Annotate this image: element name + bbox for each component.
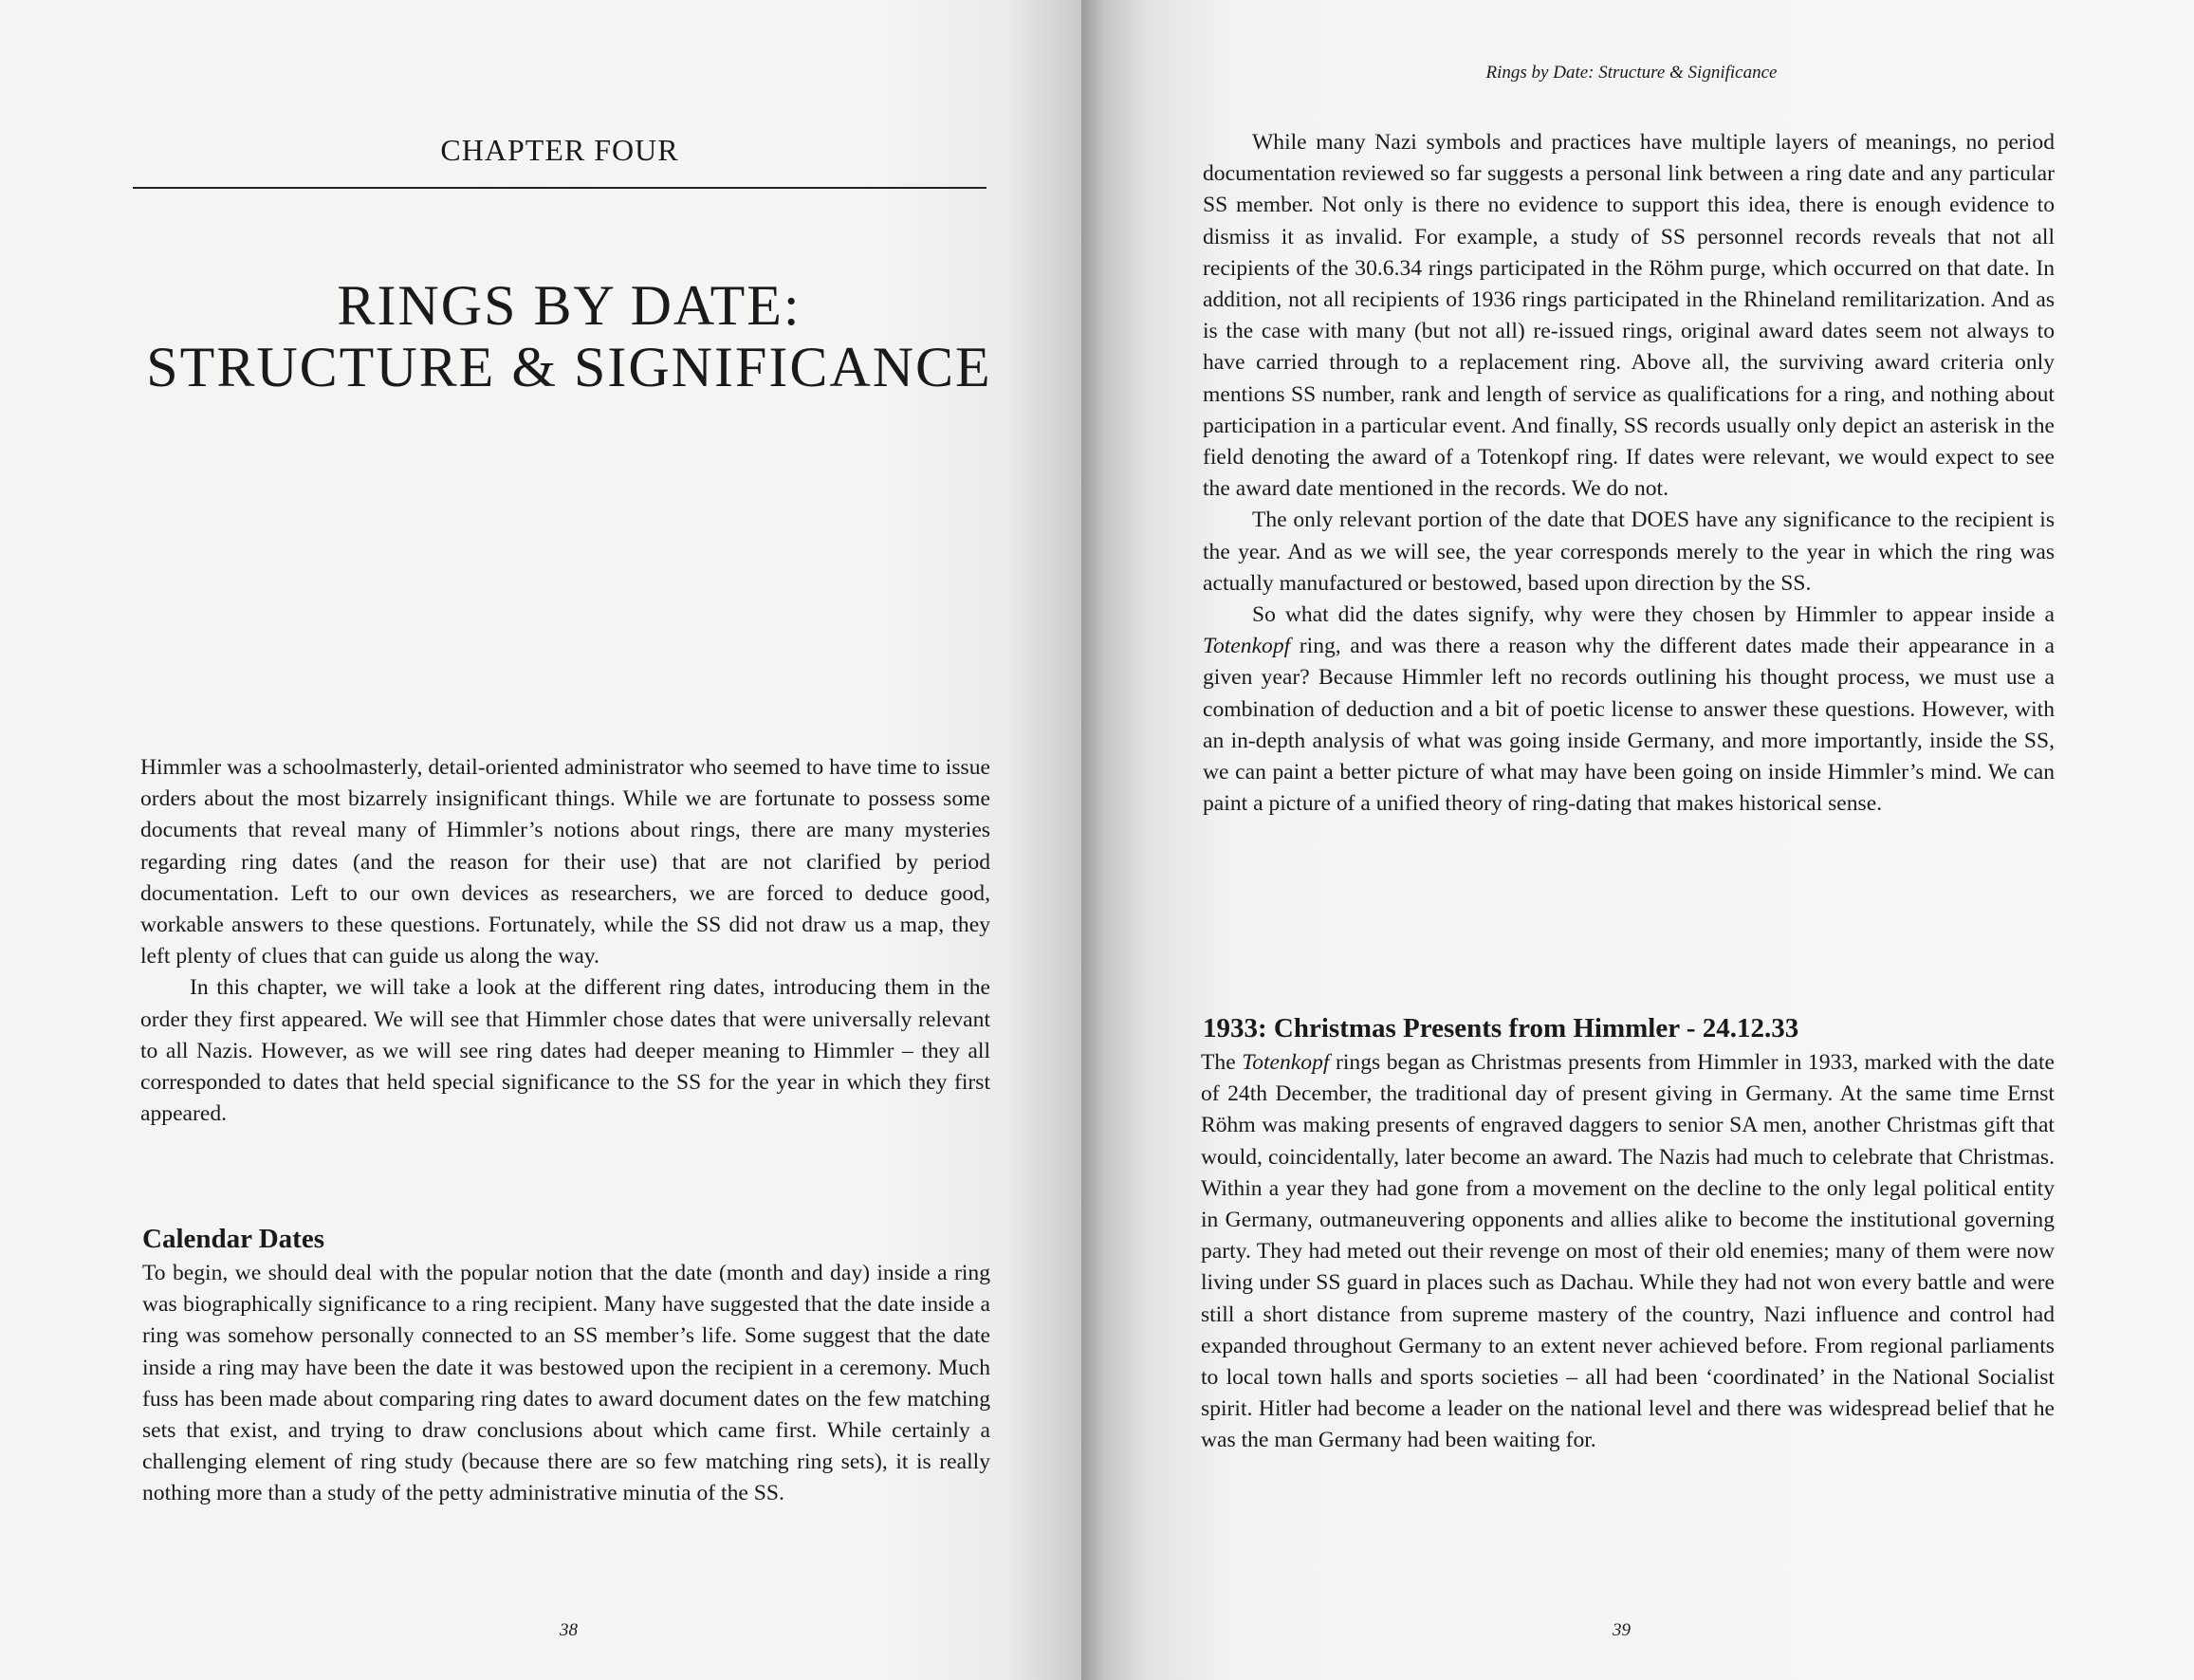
right-paragraph-1: While many Nazi symbols and practices have multiple layers of meanings, no period documentation reviewed so far suggests a personal link between a ring date and any particular SS member. Not only is there no evidence to support this idea, there is enough evidence to dismiss it as invalid. For example, a study of SS personnel records reveals that not all recipients of the 30.6.34 rings participated in the Röhm purge, which occurred on that date. In addition, not all recipients of 1936 rings participated in the Rhineland remilitarization. And as is the case with many (but not all) re-issued rings, original award dates seem not always to have carried through to a replacement ring. Above all, the surviving award criteria only mentions SS number, rank and length of service as qualifications for a ring, and nothing about participation in a particular event. And finally, SS records usually only depict an asterisk in the field denoting the award of a Totenkopf ring. If dates were relevant, we would expect to see the award date mentioned in the records. We do not.: [1203, 130, 2055, 502]
section-1933-part-2: rings began as Christmas presents from Himmler in 1933, marked with the date of 24th December, the traditional day of present giving in Germany. At the same time Ernst Röhm was making presents of engraved daggers to senior SA men, another Christmas gift that would, coincidentally, later become an award. The Nazis had much to celebrate that Christmas. Within a year they had gone from a movement on the decline to the only legal political entity in Germany, outmaneuvering opponents and allies alike to become the institutional governing party. They had meted out their revenge on most of their old enemies; many of them were now living under SS guard in places such as Dachau. While they had not won every battle and were still a short distance from supreme mastery of the country, Nazi influence and control had expanded throughout Germany to an extent never achieved before. From regional parliaments to local town halls and sports societies – all had been ‘coordinated’ in the National Socialist spirit. Hitler had become a leader on the national level and there was widespread belief that he was the man Germany had been waiting for.: [1201, 1050, 2055, 1453]
right-body-text: [1203, 127, 2055, 820]
chapter-title-line-1: RINGS BY DATE:: [337, 274, 802, 337]
chapter-title-line-2: STRUCTURE & SIGNIFICANCE: [146, 335, 992, 398]
right-paragraph-3: [1203, 600, 2055, 820]
calendar-dates-paragraph: To begin, we should deal with the popular notion that the date (month and day) inside a ring was biographically significance to a ring recipient. Many have suggested that the date inside a ring was somehow personally connected to an SS member’s life. Some suggest that the date inside a ring may have been the date it was bestowed upon the recipient in a ceremony. Much fuss has been made about comparing ring dates to award document dates on the few matching sets that exist, and trying to draw conclusions about which came first. While certainly a challenging element of ring study (because there are so few matching ring sets), it is really nothing more than a study of the petty administrative minutia of the SS.: [142, 1261, 990, 1506]
intro-paragraph-2: In this chapter, we will take a look at the different ring dates, introducing them in the order they first appeared. We will see that Himmler chose dates that were universally relevant to all Nazis. However, as we will see ring dates had deeper meaning to Himmler – they all corresponded to dates that held special significance to the SS for the year in which they first appeared.: [140, 975, 990, 1127]
section-1933-text: [1201, 1047, 2055, 1457]
section-1933-paragraph: [1201, 1047, 2055, 1457]
totenkopf-italic: Totenkopf: [1203, 634, 1291, 659]
page-number-right: 39: [1613, 1620, 1631, 1640]
section-1933-part-1: The: [1201, 1050, 1243, 1075]
chapter-label: CHAPTER FOUR: [440, 133, 679, 167]
right-paragraph-2: The only relevant portion of the date that DOES have any significance to the recipient is the year. And as we will see, the year corresponds merely to the year in which the ring was actually manufactured or bestowed, based upon direction by the SS.: [1203, 508, 2055, 596]
right-paragraph-3-part-2: ring, and was there a reason why the different dates made their appearance in a given year? Because Himmler left no records outlining his thought process, we must use a combination of deduction and a bit of poetic license to answer these questions. However, with an in-depth analysis of what was going inside Germany, and more importantly, inside the SS, we can paint a better picture of what may have been going on inside Himmler’s mind. We can paint a picture of a unified theory of ring-dating that makes historical sense.: [1203, 634, 2055, 817]
calendar-dates-text: [142, 1258, 990, 1510]
intro-text: [140, 752, 990, 1130]
section-heading-1933: 1933: Christmas Presents from Himmler - 24.12.33: [1203, 1013, 1799, 1043]
chapter-rule: [133, 187, 986, 189]
running-head: Rings by Date: Structure & Significance: [1485, 63, 1778, 83]
left-page: [0, 0, 1081, 1680]
right-paragraph-3-part-1: So what did the dates signify, why were they chosen by Himmler to appear inside a: [1252, 602, 2055, 628]
section-heading-calendar-dates: Calendar Dates: [142, 1224, 324, 1254]
page-number-left: 38: [560, 1620, 578, 1640]
chapter-title: [95, 275, 1043, 398]
intro-paragraph-1: Himmler was a schoolmasterly, detail-oriented administrator who seemed to have time to issue orders about the most bizarrely insignificant things. While we are fortunate to possess some documents that reveal many of Himmler’s notions about rings, there are many mysteries regarding ring dates (and the reason for their use) that are not clarified by period documentation. Left to our own devices as researchers, we are forced to deduce good, workable answers to these questions. Fortunately, while the SS did not draw us a map, they left plenty of clues that can guide us along the way.: [140, 755, 990, 969]
totenkopf-italic-2: Totenkopf: [1242, 1050, 1330, 1075]
